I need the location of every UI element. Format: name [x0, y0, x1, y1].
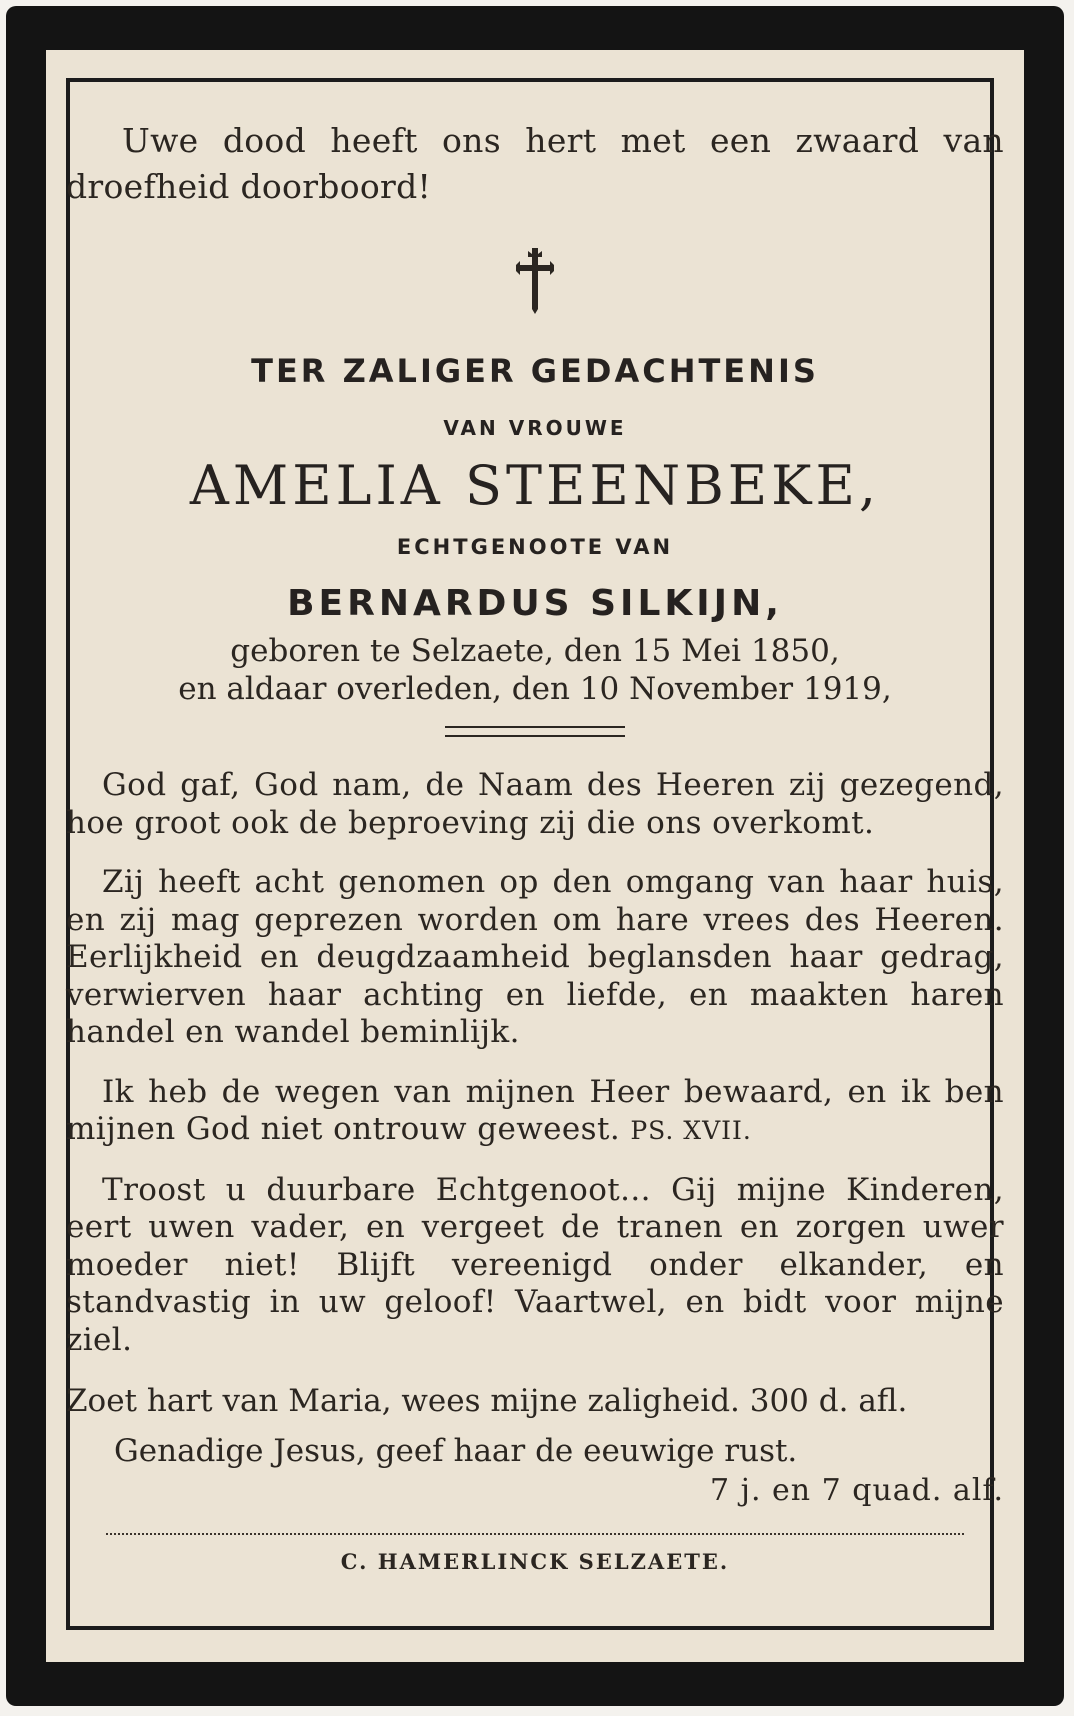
spouse-name: BERNARDUS SILKIJN, — [287, 583, 783, 624]
indulgence: 7 j. en 7 quad. alf. — [710, 1473, 1004, 1508]
double-rule — [445, 726, 625, 737]
birth-line: geboren te Selzaete, den 15 Mei 1850, — [230, 633, 840, 669]
memorial-card — [6, 6, 1064, 1706]
card-content — [66, 50, 1004, 1662]
cross-icon — [512, 244, 558, 316]
psalm-reference: PS. XVII. — [630, 1116, 752, 1145]
dotted-separator — [106, 1533, 964, 1535]
paragraph-3 — [66, 1074, 1004, 1150]
memorial-heading: TER ZALIGER GEDACHTENIS — [251, 352, 819, 390]
paragraph-2: Zij heeft acht genomen op den omgang van haar huis, en zij mag geprezen worden om hare vrees des Heeren. Eerlijkheid en deugdzaamheid beglansden haar gedrag, verwierven haar achting en liefde, en maakten haren handel en wandel beminlijk. — [66, 864, 1004, 1050]
memorial-subheading: VAN VROUWE — [443, 416, 627, 440]
paragraph-1: God gaf, God nam, de Naam des Heeren zij gezegend, hoe groot ook de beproeving zij die ons overkomt. — [66, 767, 1004, 841]
prayer-jesus: Genadige Jesus, geef haar de eeuwige rust. — [114, 1433, 798, 1469]
deceased-name: AMELIA STEENBEKE, — [189, 454, 881, 517]
death-line: en aldaar overleden, den 10 November 1919, — [178, 671, 892, 707]
paragraph-3-text: Ik heb de wegen van mijnen Heer bewaard, en ik ben mijnen God niet ontrouw geweest. — [66, 1073, 1004, 1147]
card-paper — [46, 50, 1024, 1662]
printer-imprint: C. HAMERLINCK SELZAETE. — [340, 1549, 730, 1574]
spouse-label: ECHTGENOOTE VAN — [396, 535, 674, 559]
prayer-maria: Zoet hart van Maria, wees mijne zaligheid. 300 d. afl. — [66, 1383, 908, 1419]
lead-verse: Uwe dood heeft ons hert met een zwaard van droefheid doorboord! — [66, 121, 1004, 206]
paragraph-4: Troost u duurbare Echtgenoot... Gij mijne Kinderen, eert uwen vader, en vergeet de tranen en zorgen uwer moeder niet! Blijft vereenigd onder elkander, en standvastig in uw geloof! Vaartwel, en bidt voor mijne ziel. — [66, 1171, 1004, 1358]
